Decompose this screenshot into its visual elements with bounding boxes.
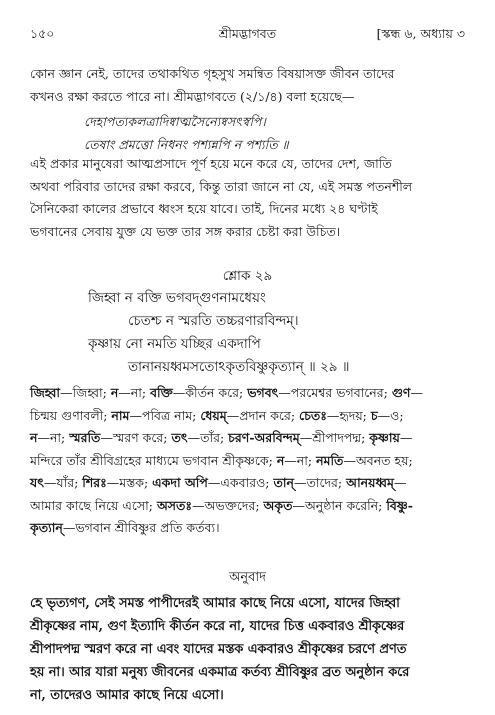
synonym-word: কৃষ্ণায় <box>369 430 400 445</box>
synonym-meaning: —অভক্তদের; <box>192 497 264 513</box>
synonym-word: চেতঃ <box>299 407 327 423</box>
synonym-meaning: মন্দিরে তাঁর শ্রীবিগ্রহের মাধ্যমে ভগবান শ্রীকৃষ্ণকে; <box>30 452 277 468</box>
synonym-meaning: —না; <box>284 452 317 468</box>
synonym-line <box>30 517 465 540</box>
translation-line: হে ভৃত্যগণ, সেই সমস্ত পাপীদেরই আমার কাছে নিয়ে এসো, যাদের জিহ্বা <box>30 596 400 611</box>
book-title: শ্রীমদ্ভাগবত <box>218 26 277 41</box>
synonym-word: তৎ <box>171 430 188 445</box>
synonym-meaning: — <box>393 475 407 490</box>
synonym-meaning: — <box>410 385 423 400</box>
text-line: ভগবানের সেবায় যুক্ত যে ভক্ত তার সঙ্গ করার চেষ্টা করা উচিত। <box>30 223 341 239</box>
synonym-word: চ <box>370 407 378 423</box>
synonym-word: একদা অপি <box>152 475 208 490</box>
synonym-meaning: চিন্ময় গুণাবলী; <box>30 407 112 423</box>
synonym-meaning: —যাঁর; <box>43 475 83 490</box>
synonym-word: ন <box>276 452 285 468</box>
translation-heading: অনুবাদ <box>229 570 266 585</box>
synonym-meaning: —তাদের; <box>293 475 347 490</box>
text-line: কখনও রক্ষা করতে পারে না। শ্রীমদ্ভাগবতে (২/১/৪) বলা হয়েছে— <box>30 88 355 104</box>
synonym-meaning: —অনুষ্ঠান করেনি; <box>292 497 387 513</box>
text-line: কোন জ্ঞান নেই, তাদের তথাকথিত গৃহসুখ সমন্বিত বিষয়াসক্ত জীবন তাদের <box>30 66 395 81</box>
synonym-line <box>30 450 465 473</box>
synonym-meaning: —ও; <box>377 407 404 423</box>
synonym-word: ন <box>110 385 119 400</box>
synonym-word: শিরঃ <box>82 475 107 490</box>
translation-line: শ্রীকৃষ্ণের নাম, গুণ ইত্যাদি কীর্তন করে না, যাদের চিত্ত একবারও শ্রীকৃষ্ণের <box>30 619 405 634</box>
synonym-word: জিহ্বা <box>30 385 61 400</box>
synonym-meaning: —মস্তক; <box>106 475 153 490</box>
synonym-meaning: —কীর্তন করে; <box>172 385 248 400</box>
synonym-line <box>30 382 465 405</box>
synonym-meaning: —তাঁর; <box>187 430 229 445</box>
synonym-word: তান্ <box>273 475 294 490</box>
paragraph-intro <box>30 63 465 108</box>
synonym-meaning: —একবারও; <box>207 475 274 490</box>
synonym-meaning: —জিহ্বা; <box>60 385 111 400</box>
synonym-meaning: —স্মরণ করে; <box>100 430 172 445</box>
synonym-word: অকৃত <box>263 497 293 513</box>
translation-line: হয় না। আর যারা মনুষ্য জীবনের একমাত্র কর্তব্য শ্রীবিষ্ণুর ব্রত অনুষ্ঠান করে <box>30 665 410 680</box>
word-synonyms <box>30 382 465 540</box>
synonym-meaning: —হৃদয়; <box>326 407 371 423</box>
synonym-word: চরণ-অরবিন্দম্ <box>228 430 300 445</box>
synonym-meaning: —না; <box>37 430 70 445</box>
synonym-meaning: —পরমেশ্বর ভগবানের; <box>278 385 392 400</box>
synonym-meaning: —না; <box>118 385 151 400</box>
text-line: সৈনিকেরা কালের প্রভাবে ধ্বংস হয়ে যাবে। তাই, দিনের মধ্যে ২৪ ঘণ্টাই <box>30 201 378 216</box>
synonym-word: আনয়ধ্বম্ <box>346 475 394 490</box>
synonym-word: ন <box>30 430 38 445</box>
synonym-word: বিষ্ণু- <box>386 497 413 513</box>
synonym-word: ধেয়ম্ <box>200 407 227 423</box>
running-header <box>30 26 465 44</box>
quote-line: তেষাং প্রমত্তো নিধনং পশ্যন্নপি ন পশ্যতি ॥ <box>84 137 289 152</box>
paragraph-commentary <box>30 153 465 243</box>
synonym-meaning: আমার কাছে নিয়ে এসো; <box>30 497 157 513</box>
synonym-meaning: —অবনত হয়; <box>343 452 413 468</box>
synonym-word: নমতি <box>316 452 344 468</box>
synonym-meaning: —ভগবান শ্রীবিষ্ণুর প্রতি কর্তব্য। <box>62 520 220 535</box>
chapter-reference: [স্কন্ধ ৬, অধ্যায় ৩ <box>376 26 465 41</box>
translation-text <box>30 592 465 707</box>
synonym-meaning: —প্রদান করে; <box>226 407 300 423</box>
quote-line: দেহাপত্যকলত্রাদিষ্বাত্মসৈন্যেষ্বসৎস্বপি। <box>84 114 266 129</box>
verse-line: তানানয়ধ্বমসতোঽকৃতবিষ্ণুকৃত্যান্ ॥ ২৯ ॥ <box>128 359 350 375</box>
synonym-word: যৎ <box>30 475 44 490</box>
synonym-word: নাম <box>111 407 130 423</box>
synonym-line <box>30 495 465 518</box>
verse-text <box>30 287 465 379</box>
synonym-word: কৃত্যান্ <box>30 520 63 535</box>
text-line: এই প্রকার মানুষেরা আত্মপ্রসাদে পূর্ণ হয়ে মনে করে যে, তাদের দেশ, জাতি <box>30 156 392 171</box>
verse-label: শ্লোক ২৯ <box>222 268 273 284</box>
synonym-word: স্মরতি <box>69 430 101 445</box>
sanskrit-quote <box>84 110 465 156</box>
synonym-word: ভগবৎ <box>247 385 279 400</box>
text-line: অথবা পরিবার তাদের রক্ষা করবে, কিন্তু তারা জানে না যে, এই সমস্ত পতনশীল <box>30 178 413 194</box>
translation-line: না, তাদেরও আমার কাছে নিয়ে এসো। <box>30 688 224 703</box>
synonym-word: গুণ <box>391 385 411 400</box>
verse-line: কৃষ্ণায় নো নমতি যচ্ছির একদাপি <box>88 336 261 352</box>
synonym-meaning: —পবিত্র নাম; <box>129 407 201 423</box>
synonym-word: অসতঃ <box>156 497 193 513</box>
page-number: ১৫০ <box>30 26 55 41</box>
synonym-meaning: —শ্রীপাদপদ্ম; <box>299 430 370 445</box>
verse-line: চেতশ্চ ন স্মরতি তচ্চরণারবিন্দম্। <box>128 313 299 329</box>
verse-line: জিহ্বা ন বক্তি ভগবদ্গুণনামধেয়ং <box>88 290 266 306</box>
synonym-word: বক্তি <box>150 385 173 400</box>
translation-line: শ্রীপাদপদ্ম স্মরণ করে না এবং যাদের মস্তক একবারও শ্রীকৃষ্ণের চরণে প্রণত <box>30 642 407 657</box>
synonym-line <box>30 405 465 428</box>
synonym-line <box>30 427 465 450</box>
synonym-meaning: — <box>399 430 413 445</box>
synonym-line <box>30 472 465 495</box>
